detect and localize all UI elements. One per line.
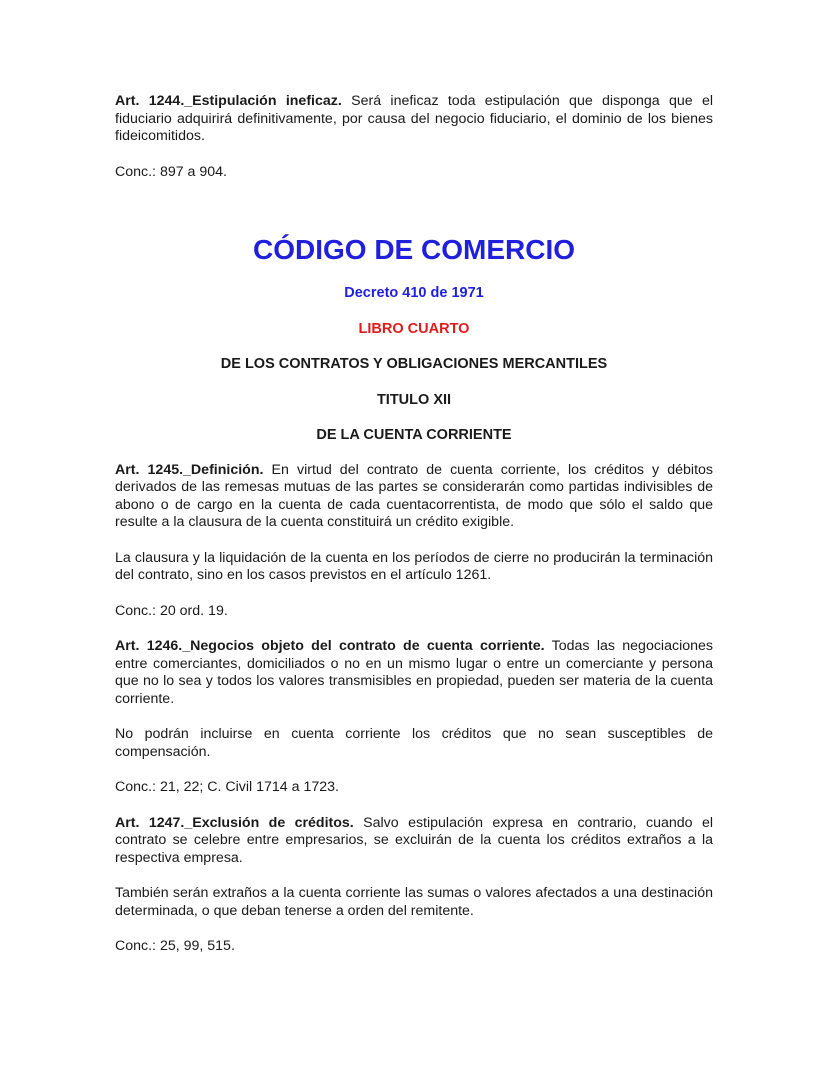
- art-1245-paragraph: [115, 462, 713, 532]
- decree-subtitle: Decreto 410 de 1971: [344, 285, 484, 301]
- document-page: [115, 93, 713, 956]
- art-1245-paragraph-2: La clausura y la liquidación de la cuenta en los períodos de cierre no producirán la terminación del contrato, sino en los casos previstos en el artículo 1261.: [115, 549, 713, 583]
- code-title: CÓDIGO DE COMERCIO: [252, 234, 575, 265]
- art-1244-paragraph: [115, 93, 713, 146]
- art-1246-paragraph: [115, 638, 713, 708]
- book-heading: LIBRO CUARTO: [358, 320, 470, 337]
- art-1245-concordance: Conc.: 20 ord. 19.: [115, 602, 228, 619]
- art-1245-text: En virtud del contrato de cuenta corriente, los créditos y débitos derivados de las remesas mutuas de las partes se considerarán como partidas indivisibles de abono o de cargo en la cuenta de cada cuentacorrentista, de modo que sólo el saldo que resulte a la clausura de la cuenta constituirá un crédito exigible.: [115, 461, 713, 530]
- art-1244-heading: Art. 1244._Estipulación ineficaz.: [115, 93, 342, 109]
- art-1247-paragraph: [115, 815, 713, 868]
- art-1245-heading: Art. 1245._Definición.: [115, 461, 264, 478]
- art-1246-concordance: Conc.: 21, 22; C. Civil 1714 a 1723.: [115, 779, 339, 795]
- section-heading: DE LOS CONTRATOS Y OBLIGACIONES MERCANTILES: [220, 356, 608, 372]
- title-number: TITULO XII: [376, 391, 452, 408]
- art-1247-heading: Art. 1247._Exclusión de créditos.: [115, 814, 354, 831]
- art-1244-text: Será ineficaz toda estipulación que disponga que el fiduciario adquirirá definitivamente, por causa del negocio fiduciario, el dominio de los bienes fideicomitidos.: [115, 93, 713, 144]
- art-1244-concordance: Conc.: 897 a 904.: [115, 163, 228, 180]
- art-1246-text: Todas las negociaciones entre comerciantes, domiciliados o no en un mismo lugar o entre un comerciante y persona que no lo sea y todos los valores transmisibles en propiedad, pueden ser materia de la cuenta corriente.: [115, 638, 713, 707]
- title-name: DE LA CUENTA CORRIENTE: [316, 427, 512, 443]
- art-1247-paragraph-2: También serán extraños a la cuenta corriente las sumas o valores afectados a una destinación determinada, o que deban tenerse a orden del remitente.: [115, 885, 713, 919]
- art-1246-paragraph-2: No podrán incluirse en cuenta corriente los créditos que no sean susceptibles de compensación.: [115, 726, 713, 760]
- art-1247-text: Salvo estipulación expresa en contrario, cuando el contrato se celebre entre empresarios, se excluirán de la cuenta los créditos extraños a la respectiva empresa.: [115, 814, 714, 866]
- art-1246-heading: Art. 1246._Negocios objeto del contrato de cuenta corriente.: [115, 638, 545, 654]
- art-1247-concordance: Conc.: 25, 99, 515.: [115, 938, 235, 954]
